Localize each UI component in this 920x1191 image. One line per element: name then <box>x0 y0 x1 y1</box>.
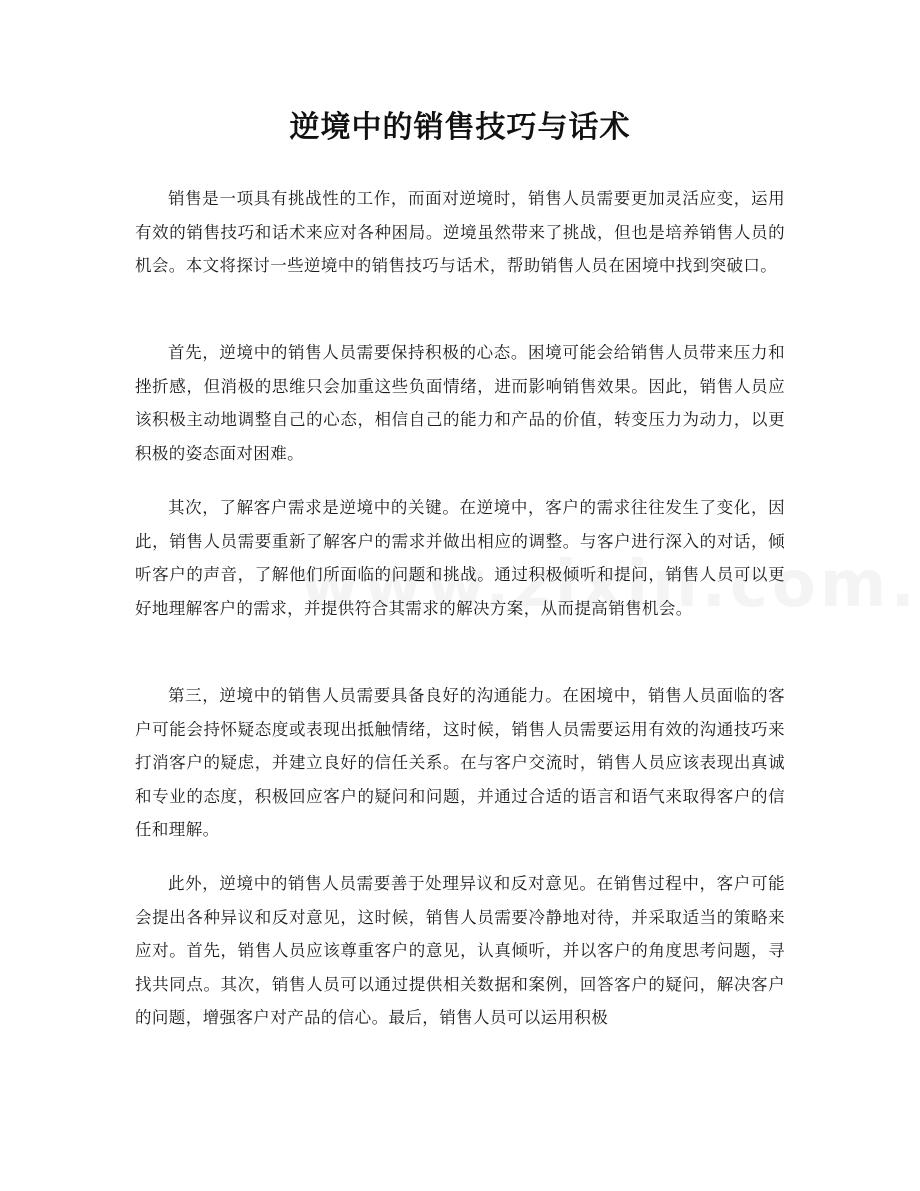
paragraph-intro: 销售是一项具有挑战性的工作，而面对逆境时，销售人员需要更加灵活应变，运用有效的销售技巧和话术来应对各种困局。逆境虽然带来了挑战，但也是培养销售人员的机会。本文将探讨一些逆境中的销售技巧与话术，帮助销售人员在困境中找到突破口。 <box>135 189 785 275</box>
paragraph-objection-handling: 此外，逆境中的销售人员需要善于处理异议和反对意见。在销售过程中，客户可能会提出各种异议和反对意见，这时候，销售人员需要冷静地对待，并采取适当的策略来应对。首先，销售人员应该尊重客户的意见，认真倾听，并以客户的角度思考问题，寻找共同点。其次，销售人员可以通过提供相关数据和案例，回答客户的疑问，解决客户的问题，增强客户对产品的信心。最后，销售人员可以运用积极 <box>135 874 785 1027</box>
paragraph-communication: 第三，逆境中的销售人员需要具备良好的沟通能力。在困境中，销售人员面临的客户可能会持怀疑态度或表现出抵触情绪，这时候，销售人员需要运用有效的沟通技巧来打消客户的疑虑，并建立良好的信任关系。在与客户交流时，销售人员应该表现出真诚和专业的态度，积极回应客户的疑问和问题，并通过合适的语言和语气来取得客户的信任和理解。 <box>135 686 785 839</box>
document-title: 逆境中的销售技巧与话术 <box>289 110 631 145</box>
paragraph-positive-mindset: 首先，逆境中的销售人员需要保持积极的心态。困境可能会给销售人员带来压力和挫折感，但消极的思维只会加重这些负面情绪，进而影响销售效果。因此，销售人员应该积极主动地调整自己的心态，相信自己的能力和产品的价值，转变压力为动力，以更积极的姿态面对困难。 <box>135 343 785 463</box>
paragraph-customer-needs: 其次，了解客户需求是逆境中的关键。在逆境中，客户的需求往往发生了变化，因此，销售人员需要重新了解客户的需求并做出相应的调整。与客户进行深入的对话，倾听客户的声音，了解他们所面临的问题和挑战。通过积极倾听和提问，销售人员可以更好地理解客户的需求，并提供符合其需求的解决方案，从而提高销售机会。 <box>135 498 785 618</box>
